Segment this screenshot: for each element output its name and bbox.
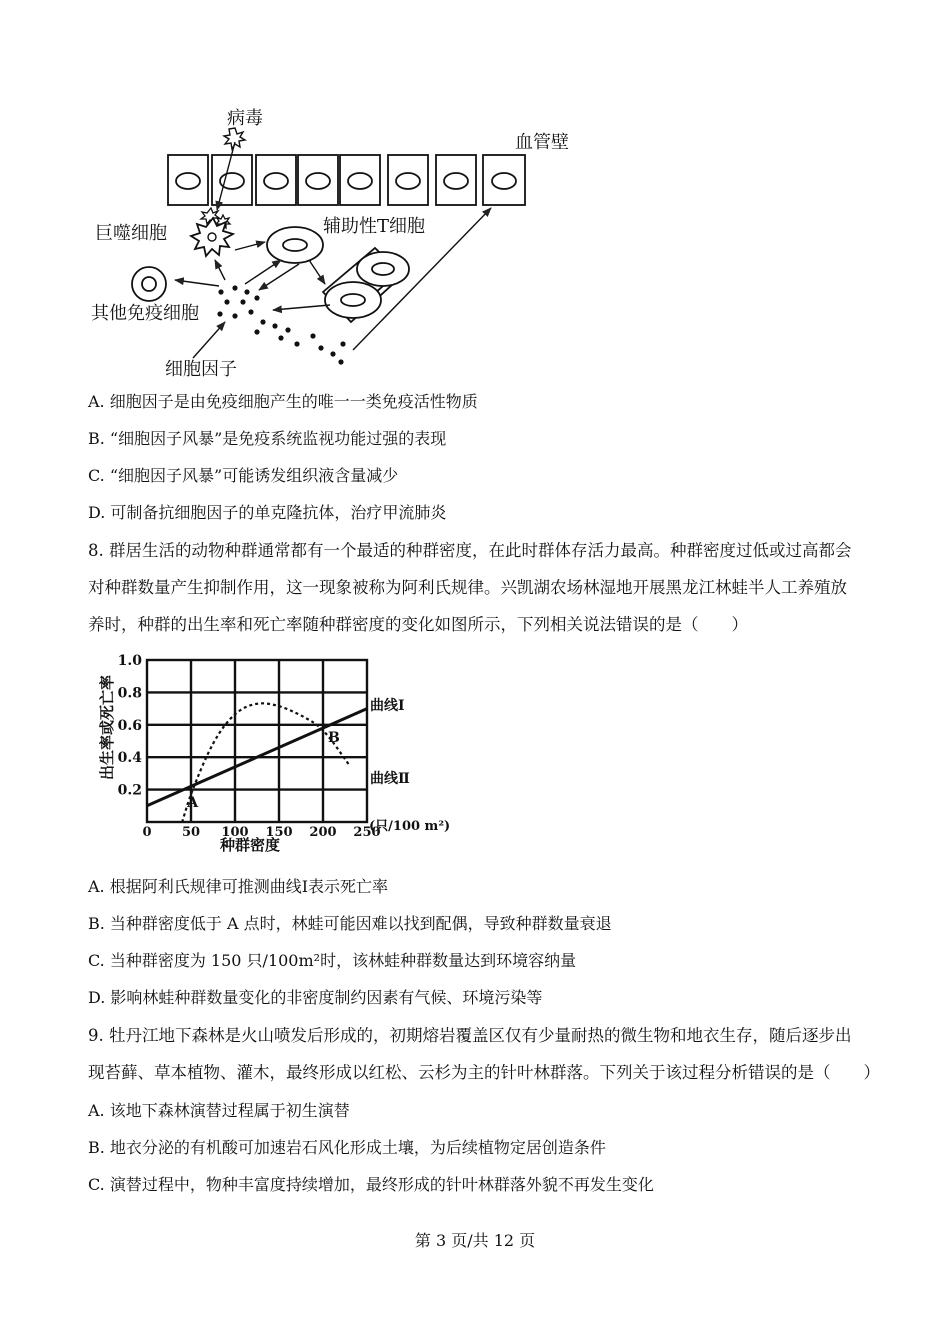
q8-stem-line-1: 8. 群居生活的动物种群通常都有一个最适的种群密度，在此时群体存活力最高。种群密度过低或过高都会 <box>88 541 852 560</box>
effector-t-cells <box>323 248 409 322</box>
y-tick-label: 0.4 <box>117 750 142 767</box>
page-footer: 第 3 页/共 12 页 <box>414 1231 536 1250</box>
q9-option-a: A. 该地下森林演替过程属于初生演替 <box>88 1101 350 1120</box>
chart-xlabel: 种群密度 <box>220 836 281 854</box>
chart-x-unit: (只/100 m²) <box>369 819 451 834</box>
q8-stem-line-3: 养时，种群的出生率和死亡率随种群密度的变化如图所示，下列相关说法错误的是（ ） <box>88 615 748 634</box>
x-tick-label: 200 <box>309 825 337 840</box>
q9-stem-line-2: 现苔藓、草本植物、灌木，最终形成以红松、云杉为主的针叶林群落。下列关于该过程分析错误的是（ ） <box>88 1063 880 1082</box>
helper-t-cell <box>267 227 323 263</box>
vessel-wall-cells <box>168 155 525 205</box>
other-immune-label: 其他免疫细胞 <box>91 303 199 324</box>
point-label-a: A <box>187 794 199 811</box>
cytokine-label: 细胞因子 <box>165 359 237 380</box>
point-label-b: B <box>328 730 340 747</box>
q9-stem-line-1: 9. 牡丹江地下森林是火山喷发后形成的，初期熔岩覆盖区仅有少量耐热的微生物和地衣生存，随后逐步出 <box>88 1026 852 1045</box>
q7-option-a: A. 细胞因子是由免疫细胞产生的唯一一类免疫活性物质 <box>88 392 478 411</box>
x-tick-label: 50 <box>181 825 201 840</box>
y-tick-label: 1.0 <box>117 653 142 669</box>
q8-option-a: A. 根据阿利氏规律可推测曲线Ⅰ表示死亡率 <box>88 877 389 896</box>
y-tick-label: 0.8 <box>117 685 142 702</box>
q8-stem-line-2: 对种群数量产生抑制作用，这一现象被称为阿利氏规律。兴凯湖农场林湿地开展黑龙江林蛙半人工养殖放 <box>88 578 847 597</box>
virus-label: 病毒 <box>227 108 263 129</box>
q9-option-b: B. 地衣分泌的有机酸可加速岩石风化形成土壤，为后续植物定居创造条件 <box>88 1138 606 1157</box>
series-1-label: 曲线Ⅰ <box>370 698 405 714</box>
y-tick-label: 0.2 <box>117 782 142 799</box>
cytokine-storm-diagram <box>85 100 585 385</box>
helper-t-label: 辅助性T细胞 <box>323 216 426 237</box>
macrophage-label: 巨噬细胞 <box>95 223 167 244</box>
q8-option-c: C. 当种群密度为 150 只/100m²时，该林蛙种群数量达到环境容纳量 <box>88 951 577 970</box>
other-immune-cell <box>132 267 166 301</box>
q7-option-b: B. “细胞因子风暴”是免疫系统监视功能过强的表现 <box>88 429 447 448</box>
q8-option-d: D. 影响林蛙种群数量变化的非密度制约因素有气候、环境污染等 <box>88 988 543 1007</box>
series-2-label: 曲线Ⅱ <box>370 771 410 787</box>
x-tick-label: 100 <box>221 825 249 840</box>
chart-ylabel: 出生率或死亡率 <box>98 674 116 780</box>
chart-y-ticks <box>118 653 143 799</box>
x-tick-label: 250 <box>353 825 381 840</box>
y-tick-label: 0.6 <box>117 717 142 734</box>
chart-series <box>147 703 367 822</box>
q9-option-c: C. 演替过程中，物种丰富度持续增加，最终形成的针叶林群落外貌不再发生变化 <box>88 1175 654 1194</box>
q8-option-b: B. 当种群密度低于 A 点时，林蛙可能因难以找到配偶，导致种群数量衰退 <box>88 914 612 933</box>
interaction-arrows <box>175 142 491 358</box>
q7-option-d: D. 可制备抗细胞因子的单克隆抗体，治疗甲流肺炎 <box>88 503 447 522</box>
series-2-line <box>182 703 349 822</box>
x-tick-label: 0 <box>142 825 152 840</box>
q7-option-c: C. “细胞因子风暴”可能诱发组织液含量减少 <box>88 466 399 485</box>
x-tick-label: 150 <box>265 825 293 840</box>
vessel-wall-label: 血管壁 <box>515 132 569 153</box>
birth-death-rate-chart <box>92 648 472 860</box>
